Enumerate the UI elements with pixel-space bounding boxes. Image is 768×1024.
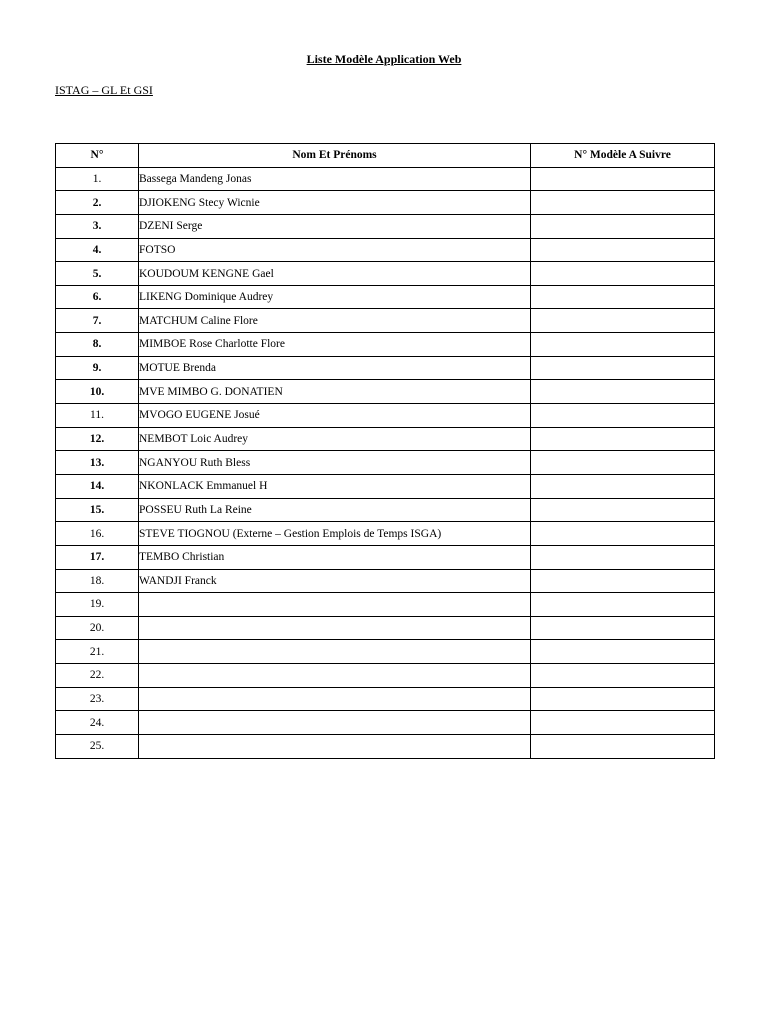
- row-number-cell: 6.: [56, 285, 139, 309]
- row-name-cell: [139, 664, 531, 688]
- row-model-cell: [531, 593, 715, 617]
- row-number-cell: 25.: [56, 735, 139, 759]
- row-name-cell: [139, 735, 531, 759]
- row-name-cell: DZENI Serge: [139, 214, 531, 238]
- row-number-cell: 1.: [56, 167, 139, 191]
- row-model-cell: [531, 262, 715, 286]
- table-row: [56, 687, 715, 711]
- table-row: [56, 380, 715, 404]
- row-name-cell: NEMBOT Loic Audrey: [139, 427, 531, 451]
- row-number-cell: 5.: [56, 262, 139, 286]
- page-subtitle: ISTAG – GL Et GSI: [55, 83, 153, 97]
- row-number-cell: 14.: [56, 474, 139, 498]
- table-row: [56, 735, 715, 759]
- row-number-cell: 13.: [56, 451, 139, 475]
- row-name-cell: [139, 687, 531, 711]
- row-number-cell: 20.: [56, 616, 139, 640]
- table-row: [56, 214, 715, 238]
- row-name-cell: TEMBO Christian: [139, 545, 531, 569]
- row-name-cell: MIMBOE Rose Charlotte Flore: [139, 333, 531, 357]
- table-row: [56, 191, 715, 215]
- table-row: [56, 285, 715, 309]
- row-model-cell: [531, 285, 715, 309]
- row-name-cell: [139, 616, 531, 640]
- row-model-cell: [531, 522, 715, 546]
- table-row: [56, 309, 715, 333]
- table-row: [56, 474, 715, 498]
- row-name-cell: [139, 711, 531, 735]
- row-model-cell: [531, 711, 715, 735]
- table-row: [56, 356, 715, 380]
- row-model-cell: [531, 545, 715, 569]
- row-name-cell: STEVE TIOGNOU (Externe – Gestion Emplois de Temps ISGA): [139, 522, 531, 546]
- row-name-cell: KOUDOUM KENGNE Gael: [139, 262, 531, 286]
- row-number-cell: 11.: [56, 404, 139, 428]
- row-model-cell: [531, 167, 715, 191]
- row-number-cell: 23.: [56, 687, 139, 711]
- row-number-cell: 18.: [56, 569, 139, 593]
- row-name-cell: WANDJI Franck: [139, 569, 531, 593]
- row-name-cell: MATCHUM Caline Flore: [139, 309, 531, 333]
- row-name-cell: [139, 640, 531, 664]
- row-number-cell: 21.: [56, 640, 139, 664]
- row-name-cell: MVE MIMBO G. DONATIEN: [139, 380, 531, 404]
- row-number-cell: 3.: [56, 214, 139, 238]
- row-name-cell: Bassega Mandeng Jonas: [139, 167, 531, 191]
- row-number-cell: 24.: [56, 711, 139, 735]
- row-model-cell: [531, 214, 715, 238]
- row-model-cell: [531, 498, 715, 522]
- row-name-cell: FOTSO: [139, 238, 531, 262]
- row-name-cell: MVOGO EUGENE Josué: [139, 404, 531, 428]
- row-model-cell: [531, 404, 715, 428]
- table-header-row: [56, 144, 715, 168]
- row-name-cell: [139, 593, 531, 617]
- row-number-cell: 10.: [56, 380, 139, 404]
- column-header-number: N°: [56, 144, 139, 168]
- row-model-cell: [531, 664, 715, 688]
- column-header-name: Nom Et Prénoms: [139, 144, 531, 168]
- row-model-cell: [531, 356, 715, 380]
- row-number-cell: 16.: [56, 522, 139, 546]
- table-row: [56, 498, 715, 522]
- table-row: [56, 333, 715, 357]
- row-number-cell: 7.: [56, 309, 139, 333]
- row-name-cell: NKONLACK Emmanuel H: [139, 474, 531, 498]
- row-name-cell: POSSEU Ruth La Reine: [139, 498, 531, 522]
- row-model-cell: [531, 474, 715, 498]
- table-row: [56, 522, 715, 546]
- row-model-cell: [531, 687, 715, 711]
- page-title: Liste Modèle Application Web: [306, 52, 462, 66]
- row-model-cell: [531, 333, 715, 357]
- student-model-table: [55, 143, 715, 759]
- row-model-cell: [531, 427, 715, 451]
- row-model-cell: [531, 380, 715, 404]
- row-number-cell: 17.: [56, 545, 139, 569]
- row-number-cell: 22.: [56, 664, 139, 688]
- table-row: [56, 545, 715, 569]
- row-model-cell: [531, 735, 715, 759]
- row-name-cell: MOTUE Brenda: [139, 356, 531, 380]
- column-header-model: N° Modèle A Suivre: [531, 144, 715, 168]
- table-row: [56, 711, 715, 735]
- table-row: [56, 593, 715, 617]
- table-row: [56, 640, 715, 664]
- table-row: [56, 262, 715, 286]
- row-model-cell: [531, 640, 715, 664]
- table-row: [56, 664, 715, 688]
- table-row: [56, 167, 715, 191]
- row-number-cell: 2.: [56, 191, 139, 215]
- row-model-cell: [531, 616, 715, 640]
- row-model-cell: [531, 451, 715, 475]
- row-number-cell: 8.: [56, 333, 139, 357]
- row-name-cell: DJIOKENG Stecy Wicnie: [139, 191, 531, 215]
- row-model-cell: [531, 238, 715, 262]
- table-row: [56, 404, 715, 428]
- table-row: [56, 451, 715, 475]
- row-name-cell: NGANYOU Ruth Bless: [139, 451, 531, 475]
- row-model-cell: [531, 309, 715, 333]
- table-row: [56, 238, 715, 262]
- table-row: [56, 569, 715, 593]
- table-body: [56, 167, 715, 758]
- table-row: [56, 616, 715, 640]
- row-model-cell: [531, 569, 715, 593]
- table-row: [56, 427, 715, 451]
- row-name-cell: LIKENG Dominique Audrey: [139, 285, 531, 309]
- row-model-cell: [531, 191, 715, 215]
- row-number-cell: 12.: [56, 427, 139, 451]
- row-number-cell: 15.: [56, 498, 139, 522]
- row-number-cell: 9.: [56, 356, 139, 380]
- row-number-cell: 19.: [56, 593, 139, 617]
- row-number-cell: 4.: [56, 238, 139, 262]
